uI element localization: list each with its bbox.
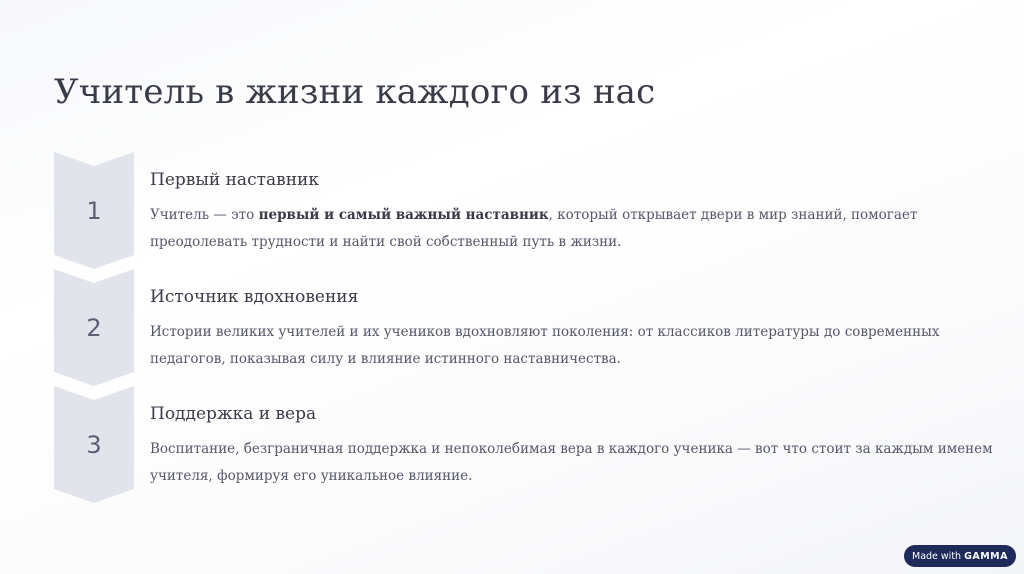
made-with-gamma-badge[interactable] — [904, 545, 1016, 567]
step-title: Первый наставник — [150, 170, 319, 190]
step-content — [150, 404, 994, 490]
step-description: Истории великих учителей и их учеников вдохновляют поколения: от классиков литературы до современных педагогов, показывая силу и влияние истинного наставничества. — [150, 324, 940, 367]
gamma-logo: GAMMA — [964, 550, 1008, 562]
step-description: Воспитание, безграничная поддержка и непоколебимая вера в каждого ученика — вот что стоит за каждым именем учителя, формируя его уникальное влияние. — [150, 441, 993, 484]
slide-title: Учитель в жизни каждого из нас — [54, 72, 656, 112]
step-title: Поддержка и вера — [150, 404, 317, 424]
step-title: Источник вдохновения — [150, 287, 359, 307]
step-description — [150, 202, 994, 256]
steps-list — [54, 152, 994, 503]
step-number: 3 — [86, 430, 102, 459]
step-description-end: , который открывает двери в мир знаний, помогает преодолевать трудности и найти свой собственный путь в жизни. — [150, 207, 918, 250]
step-number: 1 — [86, 196, 102, 225]
step-content — [150, 287, 994, 373]
step-description-bold: первый и самый важный наставник — [258, 207, 549, 223]
step-description-start: Учитель — это — [150, 207, 259, 223]
step-item — [54, 386, 994, 503]
step-content — [150, 170, 994, 256]
step-item — [54, 152, 994, 269]
badge-prefix: Made with — [912, 550, 962, 562]
step-number: 2 — [86, 313, 102, 342]
step-item — [54, 269, 994, 386]
